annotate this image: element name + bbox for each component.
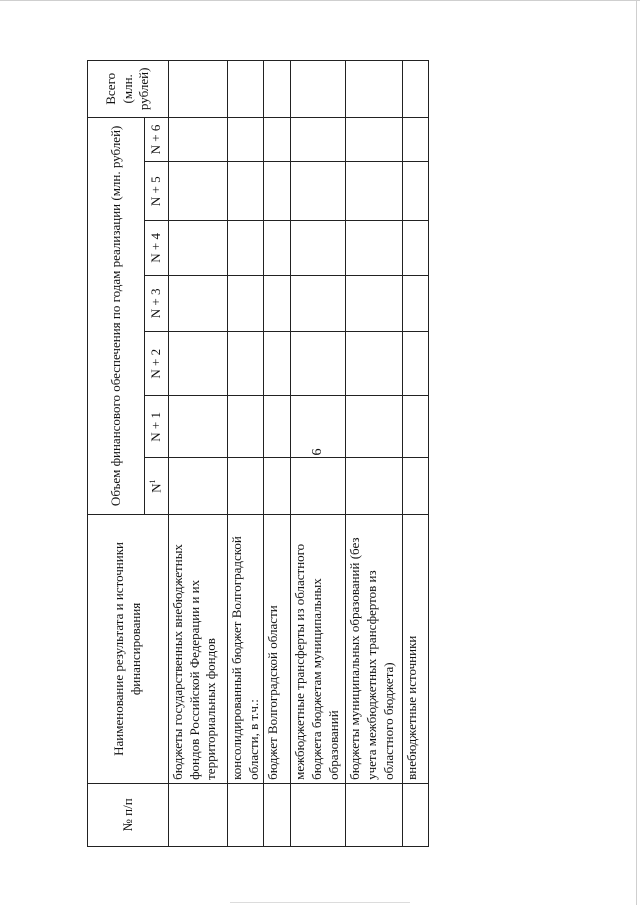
cell [291, 117, 346, 162]
cell [228, 275, 264, 332]
row-num [228, 783, 264, 846]
header-year-base-footnote: 1 [148, 479, 158, 484]
table-row [346, 61, 403, 847]
scan-edge-bottom [230, 902, 410, 903]
cell [228, 117, 264, 162]
cell [403, 458, 429, 515]
cell [291, 396, 346, 458]
cell [291, 221, 346, 275]
table-rotation-frame [87, 60, 420, 847]
cell [346, 162, 403, 221]
cell [403, 61, 429, 118]
row-name: консолидированный бюджет Волгоградской области, в т.ч.: [228, 515, 264, 784]
scan-edge-right [636, 0, 637, 905]
cell [403, 275, 429, 332]
funding-table [87, 60, 429, 847]
cell [403, 162, 429, 221]
cell [228, 396, 264, 458]
cell [346, 275, 403, 332]
cell [169, 458, 228, 515]
cell [264, 396, 291, 458]
cell [291, 162, 346, 221]
cell [169, 162, 228, 221]
header-year-base [145, 458, 169, 515]
row-num [346, 783, 403, 846]
cell [403, 396, 429, 458]
row-name: внебюджетные источники [403, 515, 429, 784]
row-name: бюджеты государственных внебюджетных фондов Российской Федерации и их территориальных фондов [169, 515, 228, 784]
cell [403, 117, 429, 162]
cell [228, 332, 264, 396]
cell [346, 61, 403, 118]
cell [291, 332, 346, 396]
header-num: № п/п [88, 783, 169, 846]
header-funding: Объем финансового обеспечения по годам реализации (млн. рублей) [88, 117, 145, 514]
cell [169, 332, 228, 396]
cell [403, 221, 429, 275]
cell [169, 275, 228, 332]
cell [346, 396, 403, 458]
row-name: межбюджетные трансферты из областного бюджета бюджетам муниципальных образований [291, 515, 346, 784]
header-year-1: N + 1 [145, 396, 169, 458]
cell [346, 117, 403, 162]
header-year-6: N + 6 [145, 117, 169, 162]
cell [228, 221, 264, 275]
table-row [169, 61, 228, 847]
cell [291, 458, 346, 515]
row-name: бюджет Волгоградской области [264, 515, 291, 784]
table-row [264, 61, 291, 847]
table-row [228, 61, 264, 847]
row-num [264, 783, 291, 846]
cell [264, 162, 291, 221]
cell [228, 61, 264, 118]
row-num [169, 783, 228, 846]
header-row-top [88, 61, 145, 847]
table-row [403, 61, 429, 847]
header-year-base-label: N [148, 483, 164, 493]
cell [291, 275, 346, 332]
cell [403, 332, 429, 396]
cell [264, 117, 291, 162]
header-year-4: N + 4 [145, 221, 169, 275]
cell [264, 332, 291, 396]
cell [264, 275, 291, 332]
cell [291, 61, 346, 118]
row-num [291, 783, 346, 846]
page-number: 6 [310, 448, 325, 456]
cell [169, 221, 228, 275]
header-year-2: N + 2 [145, 332, 169, 396]
table-row [291, 61, 346, 847]
cell [169, 61, 228, 118]
cell [169, 396, 228, 458]
header-year-5: N + 5 [145, 162, 169, 221]
scan-edge-top [0, 0, 640, 1]
cell [228, 458, 264, 515]
header-name: Наименование результата и источники финансирования [88, 515, 169, 784]
cell [264, 221, 291, 275]
cell [228, 162, 264, 221]
header-total: Всего (млн. рублей) [88, 61, 169, 118]
cell [169, 117, 228, 162]
row-name: бюджеты муниципальных образований (без учета межбюджетных трансфертов из областного бюджета) [346, 515, 403, 784]
cell [346, 332, 403, 396]
row-num [403, 783, 429, 846]
cell [346, 458, 403, 515]
cell [264, 458, 291, 515]
header-year-3: N + 3 [145, 275, 169, 332]
cell [264, 61, 291, 118]
rotated-table-container [87, 60, 420, 847]
cell [346, 221, 403, 275]
